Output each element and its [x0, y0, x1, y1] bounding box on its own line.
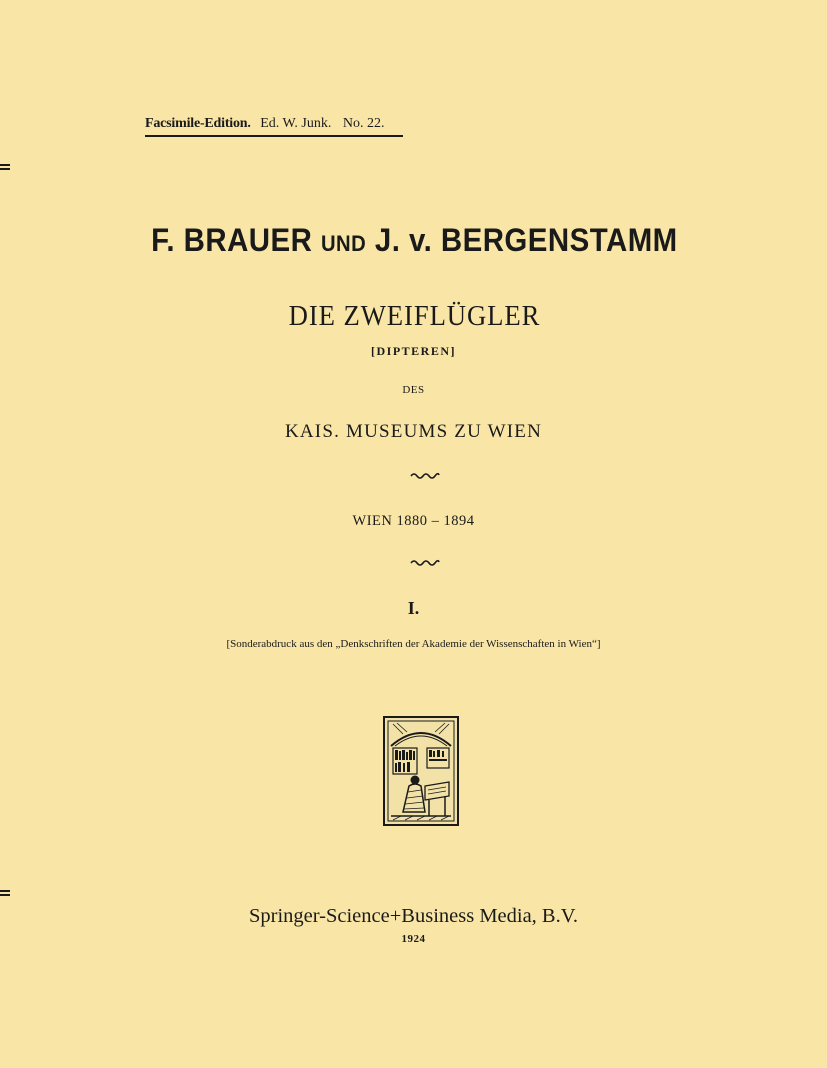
book-title: DIE ZWEIFLÜGLER [288, 300, 541, 332]
left-edge-mark-bottom [0, 890, 10, 896]
offprint-note: [Sonderabdruck aus den „Denkschriften der Akademie der Wissenschaften in Wien“] [226, 638, 601, 650]
authors [34, 222, 795, 259]
series-underline [145, 135, 403, 137]
left-edge-mark-top [0, 164, 10, 170]
author-first: F. BRAUER [151, 222, 313, 258]
publisher-name: Springer-Science+Business Media, B.V. [248, 905, 579, 927]
series-edition: Facsimile-Edition. [145, 116, 251, 131]
series-line [145, 116, 403, 132]
series-number: No. 22. [342, 116, 385, 131]
volume-number: I. [407, 598, 420, 618]
publisher-woodcut-emblem [383, 716, 459, 826]
book-subtitle: [DIPTEREN] [370, 344, 456, 358]
institution: KAIS. MUSEUMS ZU WIEN [284, 421, 543, 442]
article-des: DES [402, 384, 425, 396]
place-dates: WIEN 1880 – 1894 [352, 513, 475, 529]
author-conjunction: UND [320, 231, 367, 256]
series-editor: Ed. W. Junk. [260, 116, 332, 131]
author-second: J. v. BERGENSTAMM [374, 222, 678, 258]
wave-ornament-bottom [410, 558, 440, 566]
wave-ornament-top [410, 471, 440, 479]
publication-year: 1924 [401, 933, 426, 945]
